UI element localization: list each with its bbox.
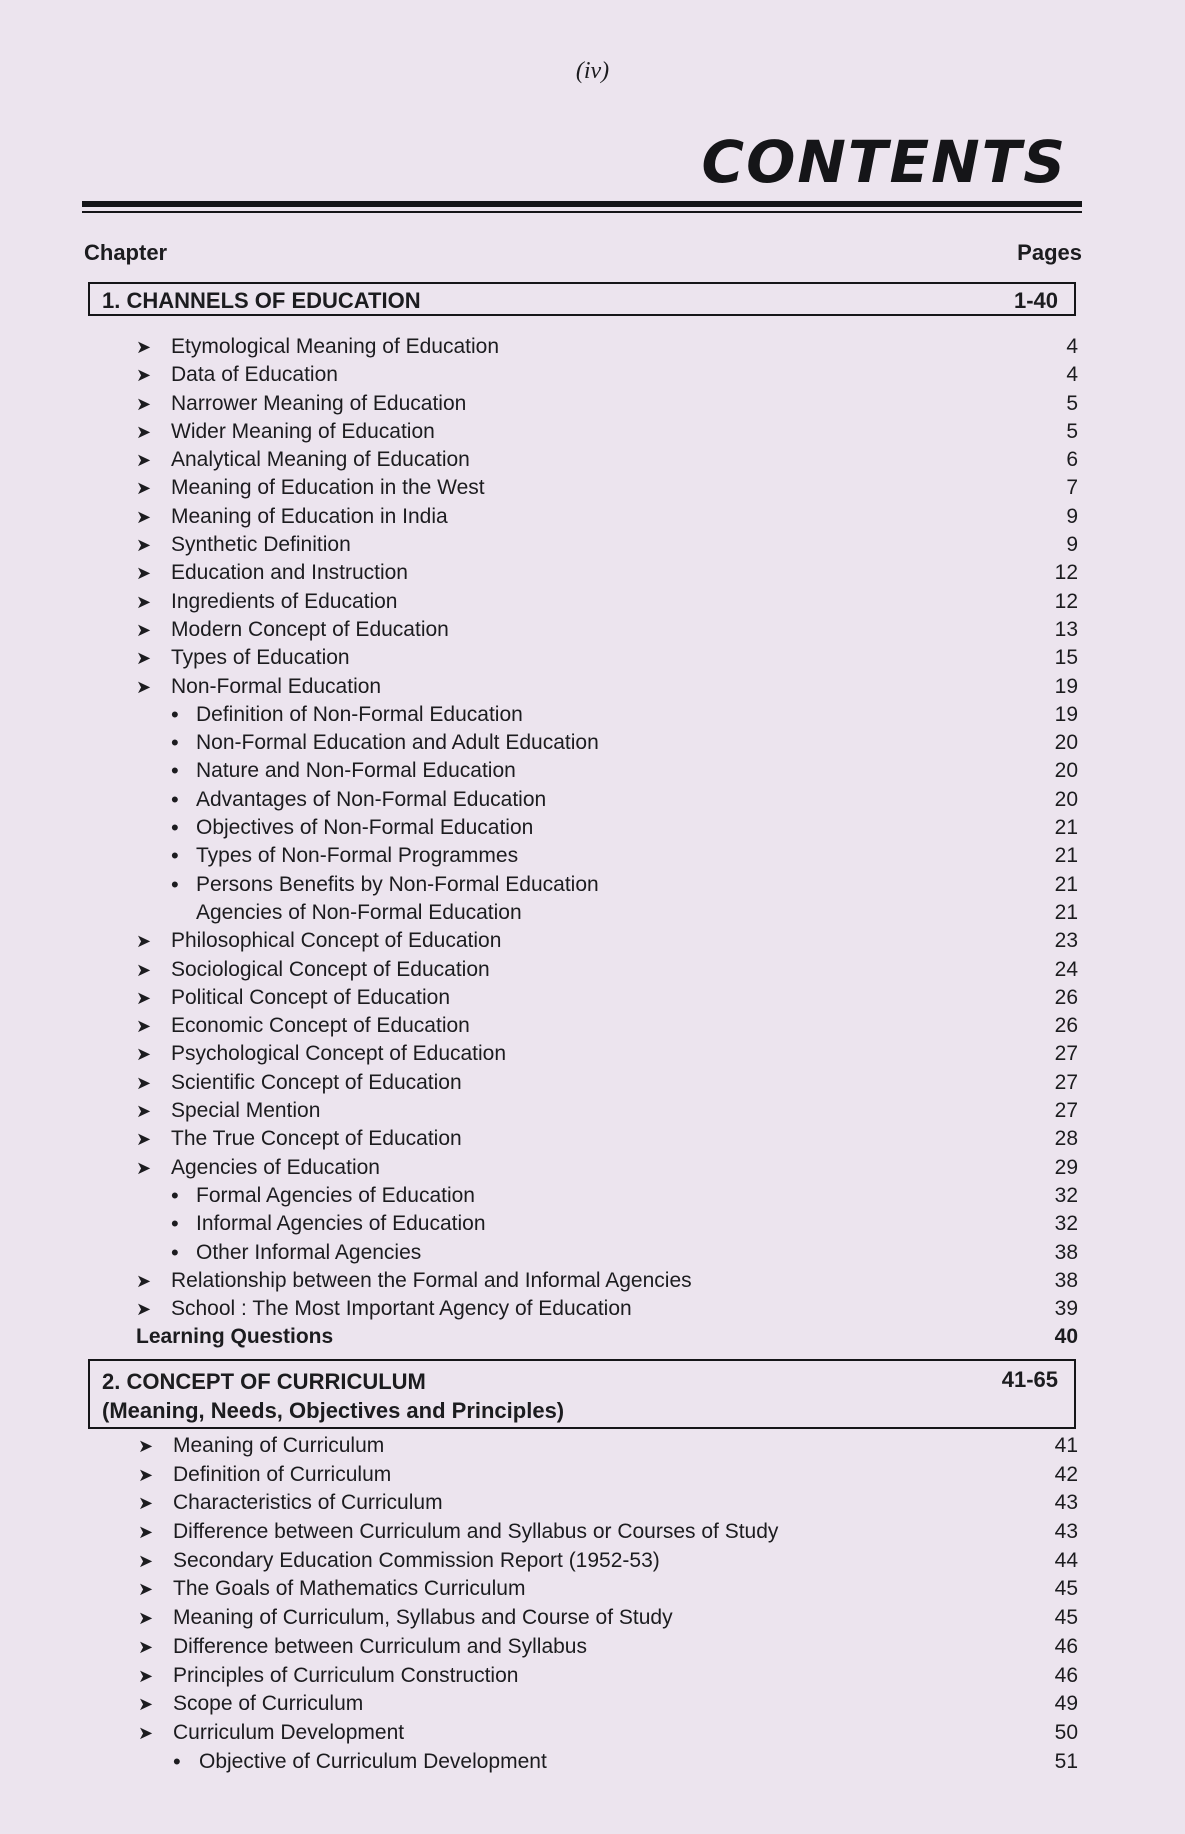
toc-entry-label: Agencies of Education <box>171 1155 380 1179</box>
dot-bullet-icon: • <box>171 701 179 727</box>
chapter-1-heading-box[interactable] <box>88 282 1076 316</box>
arrow-bullet-icon: ➤ <box>138 1550 154 1571</box>
toc-entry-page: 15 <box>1054 646 1078 670</box>
toc-entry-page: 43 <box>1054 1520 1078 1544</box>
toc-entry[interactable] <box>0 1461 1185 1490</box>
toc-entry[interactable] <box>0 1182 1185 1210</box>
toc-entry[interactable] <box>0 390 1185 418</box>
arrow-bullet-icon: ➤ <box>136 506 152 527</box>
dot-bullet-icon: • <box>171 843 179 869</box>
chapter-column-label: Chapter <box>84 240 168 265</box>
toc-entry-label: Modern Concept of Education <box>171 617 449 641</box>
arrow-bullet-icon: ➤ <box>136 619 152 640</box>
dot-bullet-icon: • <box>171 1182 179 1208</box>
toc-entry-page: 51 <box>1054 1749 1078 1773</box>
toc-entry[interactable] <box>0 1662 1185 1691</box>
arrow-bullet-icon: ➤ <box>138 1436 154 1456</box>
toc-entry[interactable] <box>0 984 1185 1012</box>
title-rule-thick <box>82 201 1082 207</box>
title-rule-thin <box>82 211 1082 213</box>
toc-entry-label: Characteristics of Curriculum <box>173 1491 443 1515</box>
arrow-bullet-icon: ➤ <box>138 1665 154 1686</box>
toc-entry[interactable] <box>0 1210 1185 1238</box>
arrow-bullet-icon: ➤ <box>136 535 152 556</box>
arrow-bullet-icon: ➤ <box>138 1636 154 1657</box>
toc-entry[interactable] <box>0 1432 1185 1461</box>
toc-entry-label: Scope of Curriculum <box>173 1692 364 1716</box>
toc-entry-page: 26 <box>1054 1014 1078 1038</box>
toc-entry[interactable] <box>0 1489 1185 1518</box>
toc-entry-label: Persons Benefits by Non-Formal Education <box>196 872 599 896</box>
toc-entry[interactable] <box>0 1097 1185 1125</box>
arrow-bullet-icon: ➤ <box>136 1044 152 1065</box>
toc-entry-label: Meaning of Education in India <box>171 504 448 528</box>
toc-entry-label: Objective of Curriculum Development <box>199 1749 547 1773</box>
toc-entry[interactable] <box>0 644 1185 672</box>
toc-entry-label: The True Concept of Education <box>171 1127 462 1151</box>
toc-entry-page: 38 <box>1054 1240 1078 1264</box>
arrow-bullet-icon: ➤ <box>136 450 152 471</box>
chapter-2-subtitle: (Meaning, Needs, Objectives and Principles) <box>102 1398 565 1423</box>
arrow-bullet-icon: ➤ <box>136 393 152 414</box>
learning-questions-entry[interactable] <box>0 1323 1185 1351</box>
toc-entry-page: 12 <box>1054 561 1078 585</box>
toc-entry[interactable] <box>0 503 1185 531</box>
arrow-bullet-icon: ➤ <box>136 478 152 499</box>
arrow-bullet-icon: ➤ <box>136 1157 152 1178</box>
toc-entry[interactable] <box>0 1012 1185 1040</box>
toc-entry[interactable] <box>0 559 1185 587</box>
toc-entry[interactable] <box>0 531 1185 559</box>
toc-entry-label: Types of Education <box>171 646 350 670</box>
arrow-bullet-icon: ➤ <box>138 1694 154 1715</box>
toc-entry-label: Meaning of Curriculum <box>173 1434 385 1457</box>
arrow-bullet-icon: ➤ <box>136 931 152 952</box>
toc-entry-page: 7 <box>1066 476 1078 500</box>
toc-entry-page: 45 <box>1054 1606 1078 1630</box>
toc-entry[interactable] <box>0 1154 1185 1182</box>
toc-entry[interactable] <box>0 1125 1185 1153</box>
pages-column-label: Pages <box>1017 240 1082 265</box>
arrow-bullet-icon: ➤ <box>136 563 152 584</box>
toc-entry-label: Difference between Curriculum and Syllabus <box>173 1634 587 1658</box>
toc-entry[interactable] <box>0 474 1185 502</box>
toc-entry-label: Data of Education <box>171 363 338 387</box>
toc-entry-page: 20 <box>1054 759 1078 783</box>
chapter-2-entries <box>0 1432 1185 1776</box>
toc-entry[interactable] <box>0 871 1185 899</box>
toc-entry-page: 21 <box>1054 816 1078 840</box>
dot-bullet-icon: • <box>171 871 179 897</box>
toc-entry[interactable] <box>0 1239 1185 1267</box>
dot-bullet-icon: • <box>173 1748 181 1774</box>
toc-entry[interactable] <box>0 786 1185 814</box>
toc-entry-label: Types of Non-Formal Programmes <box>196 844 519 868</box>
toc-entry-label: Sociological Concept of Education <box>171 957 490 981</box>
toc-entry[interactable] <box>0 333 1185 361</box>
toc-entry-page: 45 <box>1054 1577 1078 1601</box>
dot-bullet-icon: • <box>171 1211 179 1237</box>
toc-entry[interactable] <box>0 1748 1185 1777</box>
arrow-bullet-icon: ➤ <box>136 676 152 697</box>
toc-entry-label: The Goals of Mathematics Curriculum <box>173 1577 526 1601</box>
toc-entry-label: Economic Concept of Education <box>171 1014 470 1038</box>
toc-entry-page: 46 <box>1054 1663 1078 1687</box>
toc-entry-page: 39 <box>1054 1297 1078 1321</box>
arrow-bullet-icon: ➤ <box>136 648 152 669</box>
toc-entry-page: 38 <box>1054 1268 1078 1292</box>
toc-entry-label: Principles of Curriculum Construction <box>173 1663 519 1687</box>
toc-entry-page: 21 <box>1054 844 1078 868</box>
chapter-2-title: 2. CONCEPT OF CURRICULUM <box>102 1369 426 1394</box>
toc-entry-label: School : The Most Important Agency of Education <box>171 1297 632 1321</box>
toc-entry-page: 40 <box>1054 1325 1078 1349</box>
toc-entry-page: 9 <box>1066 504 1078 528</box>
toc-entry-label: Learning Questions <box>136 1325 334 1349</box>
chapter-1-title: 1. CHANNELS OF EDUCATION <box>102 288 421 313</box>
dot-bullet-icon: • <box>171 730 179 756</box>
toc-entry-label: Meaning of Curriculum, Syllabus and Course of Study <box>173 1606 673 1630</box>
dot-bullet-icon: • <box>171 758 179 784</box>
toc-entry-page: 21 <box>1054 900 1078 924</box>
toc-entry[interactable] <box>0 842 1185 870</box>
dot-bullet-icon: • <box>171 815 179 841</box>
toc-entry-label: Narrower Meaning of Education <box>171 391 467 415</box>
arrow-bullet-icon: ➤ <box>136 591 152 612</box>
toc-entry-label: Analytical Meaning of Education <box>171 448 470 472</box>
toc-entry[interactable] <box>0 673 1185 701</box>
toc-entry-label: Non-Formal Education and Adult Education <box>196 731 599 755</box>
toc-entry[interactable] <box>0 956 1185 984</box>
toc-entry[interactable] <box>0 1547 1185 1576</box>
toc-entry[interactable] <box>0 1633 1185 1662</box>
toc-entry[interactable] <box>0 927 1185 955</box>
arrow-bullet-icon: ➤ <box>136 365 152 386</box>
dot-bullet-icon: • <box>171 1239 179 1265</box>
toc-entry-page: 27 <box>1054 1070 1078 1094</box>
toc-entry[interactable] <box>0 1719 1185 1748</box>
arrow-bullet-icon: ➤ <box>138 1579 154 1600</box>
toc-entry-label: Difference between Curriculum and Syllabus or Courses of Study <box>173 1520 779 1544</box>
toc-entry-label: Definition of Curriculum <box>173 1462 392 1486</box>
toc-entry[interactable] <box>0 1069 1185 1097</box>
toc-entry-label: Curriculum Development <box>173 1720 405 1744</box>
toc-entry[interactable] <box>0 1518 1185 1547</box>
toc-entry-page: 23 <box>1054 929 1078 953</box>
toc-entry-page: 32 <box>1054 1183 1078 1207</box>
toc-entry-label: Wider Meaning of Education <box>171 419 435 443</box>
toc-entry-label: Political Concept of Education <box>171 985 450 1009</box>
arrow-bullet-icon: ➤ <box>136 959 152 980</box>
arrow-bullet-icon: ➤ <box>136 1101 152 1122</box>
toc-entry-page: 19 <box>1054 702 1078 726</box>
arrow-bullet-icon: ➤ <box>136 421 152 442</box>
toc-entry-label: Non-Formal Education <box>171 674 382 698</box>
chapter-2-pages: 41-65 <box>1001 1367 1058 1392</box>
toc-entry-page: 28 <box>1054 1127 1078 1151</box>
toc-entry[interactable] <box>0 1575 1185 1604</box>
toc-entry-label: Secondary Education Commission Report (1952-53) <box>173 1548 660 1572</box>
toc-entry-page: 46 <box>1054 1634 1078 1658</box>
arrow-bullet-icon: ➤ <box>136 1299 152 1320</box>
toc-entry-page: 9 <box>1066 533 1078 557</box>
arrow-bullet-icon: ➤ <box>138 1608 154 1629</box>
arrow-bullet-icon: ➤ <box>136 1072 152 1093</box>
toc-entry-page: 49 <box>1054 1692 1078 1716</box>
toc-entry-page: 27 <box>1054 1099 1078 1123</box>
toc-entry-label: Definition of Non-Formal Education <box>196 702 523 726</box>
toc-entry-label: Psychological Concept of Education <box>171 1042 507 1066</box>
toc-entry-label: Special Mention <box>171 1099 321 1123</box>
toc-entry[interactable] <box>0 701 1185 729</box>
toc-entry-label: Agencies of Non-Formal Education <box>196 900 522 924</box>
toc-entry-label: Formal Agencies of Education <box>196 1183 475 1207</box>
page-number: (iv) <box>575 58 610 84</box>
toc-entry-page: 20 <box>1054 731 1078 755</box>
toc-entry-label: Other Informal Agencies <box>196 1240 422 1264</box>
toc-entry-label: Education and Instruction <box>171 561 408 585</box>
toc-entry-label: Philosophical Concept of Education <box>171 929 502 953</box>
toc-entry-page: 41 <box>1054 1434 1078 1457</box>
toc-entry[interactable] <box>0 1267 1185 1295</box>
toc-entry[interactable] <box>0 729 1185 757</box>
toc-entry-page: 43 <box>1054 1491 1078 1515</box>
toc-entry-page: 4 <box>1066 363 1078 387</box>
toc-entry-label: Objectives of Non-Formal Education <box>196 816 534 840</box>
toc-entry-page: 21 <box>1054 872 1078 896</box>
toc-entry[interactable] <box>0 1295 1185 1323</box>
toc-entry-page: 50 <box>1054 1720 1078 1744</box>
toc-entry-label: Scientific Concept of Education <box>171 1070 462 1094</box>
toc-entry-label: Advantages of Non-Formal Education <box>196 787 547 811</box>
toc-entry-page: 12 <box>1054 589 1078 613</box>
arrow-bullet-icon: ➤ <box>136 1016 152 1037</box>
toc-entry-page: 42 <box>1054 1462 1078 1486</box>
toc-entry[interactable] <box>0 1040 1185 1068</box>
arrow-bullet-icon: ➤ <box>136 337 152 357</box>
toc-entry-page: 13 <box>1054 617 1078 641</box>
toc-entry-page: 20 <box>1054 787 1078 811</box>
dot-bullet-icon: • <box>171 786 179 812</box>
toc-entry-page: 27 <box>1054 1042 1078 1066</box>
toc-entry-page: 44 <box>1054 1548 1078 1572</box>
toc-entry-label: Ingredients of Education <box>171 589 398 613</box>
toc-entry[interactable] <box>0 814 1185 842</box>
toc-entry[interactable] <box>0 757 1185 785</box>
arrow-bullet-icon: ➤ <box>136 1129 152 1150</box>
chapter-1-entries <box>0 333 1185 1352</box>
toc-entry-page: 24 <box>1054 957 1078 981</box>
arrow-bullet-icon: ➤ <box>136 1270 152 1291</box>
toc-entry-page: 32 <box>1054 1212 1078 1236</box>
toc-entry[interactable] <box>0 1604 1185 1633</box>
toc-entry-label: Synthetic Definition <box>171 533 351 557</box>
toc-entry-page: 5 <box>1066 391 1078 415</box>
toc-entry-label: Etymological Meaning of Education <box>171 335 500 358</box>
toc-entry-label: Nature and Non-Formal Education <box>196 759 516 783</box>
toc-entry[interactable] <box>0 446 1185 474</box>
toc-entry[interactable] <box>0 418 1185 446</box>
toc-entry[interactable] <box>0 588 1185 616</box>
arrow-bullet-icon: ➤ <box>138 1493 154 1514</box>
contents-title: CONTENTS <box>701 128 1067 196</box>
toc-entry-page: 6 <box>1066 448 1078 472</box>
chapter-2-heading-box[interactable] <box>88 1359 1076 1429</box>
chapter-1-pages: 1-40 <box>1013 288 1058 313</box>
toc-entry-page: 5 <box>1066 419 1078 443</box>
toc-entry[interactable] <box>0 361 1185 389</box>
arrow-bullet-icon: ➤ <box>138 1464 154 1485</box>
toc-entry-page: 29 <box>1054 1155 1078 1179</box>
toc-entry-page: 26 <box>1054 985 1078 1009</box>
toc-entry-page: 4 <box>1066 335 1078 358</box>
arrow-bullet-icon: ➤ <box>138 1522 154 1543</box>
toc-entry[interactable] <box>0 616 1185 644</box>
toc-entry-label: Informal Agencies of Education <box>196 1212 486 1236</box>
toc-entry-label: Relationship between the Formal and Informal Agencies <box>171 1268 692 1292</box>
toc-entry-page: 19 <box>1054 674 1078 698</box>
toc-entry[interactable] <box>0 899 1185 927</box>
arrow-bullet-icon: ➤ <box>136 987 152 1008</box>
arrow-bullet-icon: ➤ <box>138 1722 154 1743</box>
toc-entry-label: Meaning of Education in the West <box>171 476 485 500</box>
toc-entry[interactable] <box>0 1690 1185 1719</box>
